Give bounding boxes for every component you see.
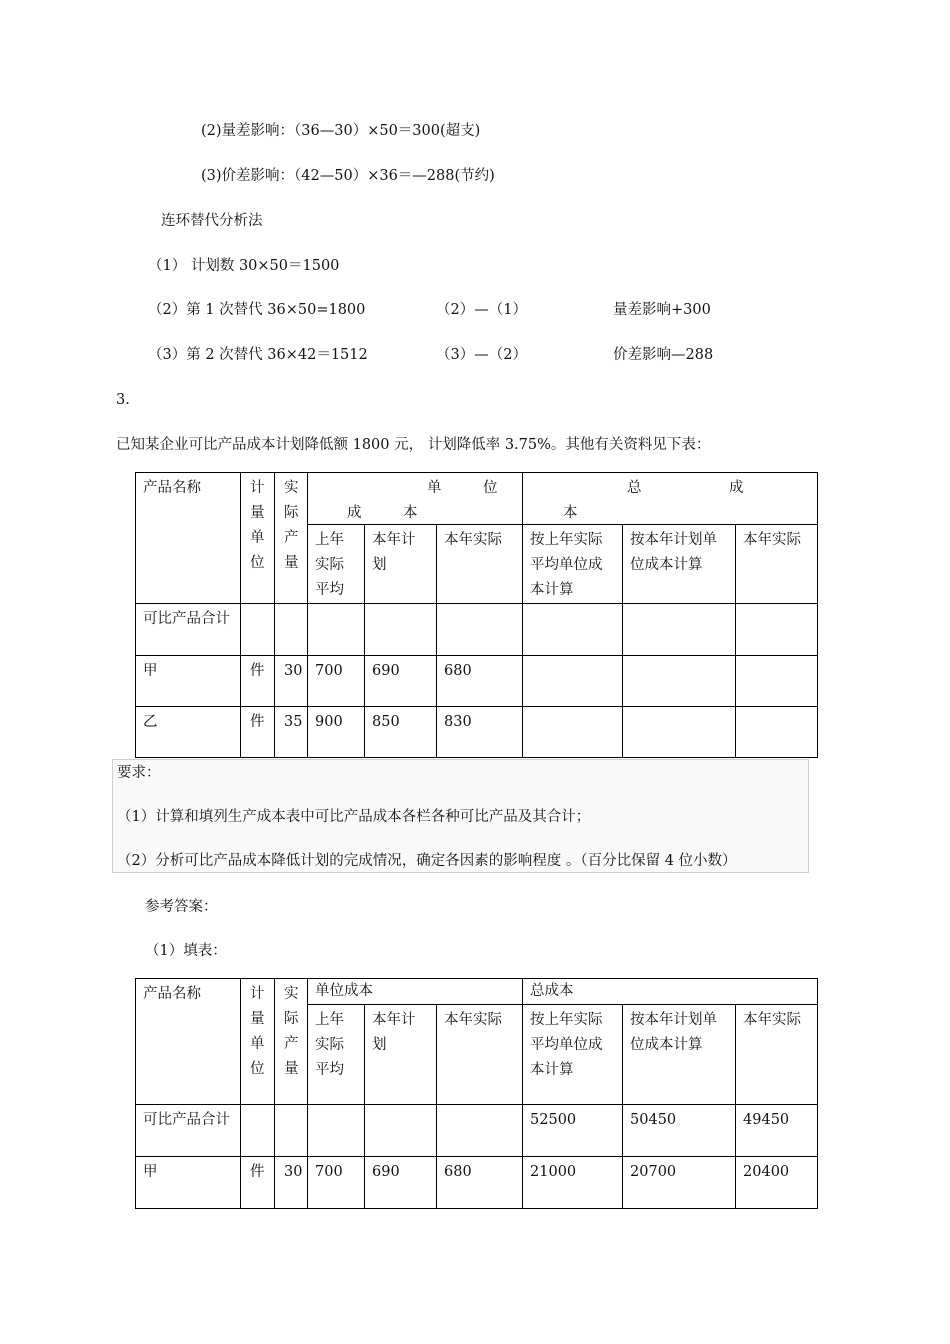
cell-c2 — [365, 604, 437, 656]
cell-c2 — [365, 1105, 437, 1157]
header-last-year-avg: 上年实际平均 — [308, 525, 365, 604]
cell-name: 甲 — [136, 1157, 241, 1209]
cell-c3: 830 — [437, 707, 523, 758]
table-row — [136, 1157, 818, 1209]
header-total-actual: 本年实际 — [736, 525, 818, 604]
requirements-box — [112, 759, 809, 873]
table-row — [136, 1105, 818, 1157]
requirement-1: （1）计算和填列生产成本表中可比产品成本各栏各种可比产品及其合计； — [117, 809, 591, 825]
cell-qty: 35 — [275, 707, 308, 758]
cell-c5: 50450 — [623, 1105, 736, 1157]
cell-c2: 850 — [365, 707, 437, 758]
cell-c6 — [736, 604, 818, 656]
cell-c3 — [437, 604, 523, 656]
header-unit-cost-char-3: 成 — [347, 505, 362, 521]
cost-table-1 — [135, 472, 818, 758]
header-quantity: 实际产量 — [275, 473, 308, 604]
cell-c1 — [308, 1105, 365, 1157]
cell-qty: 30 — [275, 656, 308, 707]
substitution-2-text: （3）第 2 次替代 36×42＝1512 — [148, 347, 368, 363]
cell-c5 — [623, 656, 736, 707]
header-this-year-actual: 本年实际 — [437, 525, 523, 604]
cell-c4 — [523, 656, 623, 707]
header-total-by-last-year: 按上年实际平均单位成本计算 — [523, 525, 623, 604]
cell-unit: 件 — [241, 1157, 275, 1209]
cell-c6: 20400 — [736, 1157, 818, 1209]
header-unit-cost-char-2: 位 — [483, 480, 498, 496]
header-unit-cost-char-4: 本 — [403, 505, 418, 521]
header-this-year-plan: 本年计划 — [365, 525, 437, 604]
header-total-cost: 总成本 — [523, 979, 818, 1005]
cell-c3: 680 — [437, 656, 523, 707]
cell-c2: 690 — [365, 1157, 437, 1209]
cost-table-2 — [135, 978, 818, 1209]
question-number: 3. — [116, 392, 130, 408]
cell-qty — [275, 604, 308, 656]
cell-c3: 680 — [437, 1157, 523, 1209]
header-this-year-actual: 本年实际 — [437, 1005, 523, 1105]
cell-c3 — [437, 1105, 523, 1157]
cell-c6 — [736, 656, 818, 707]
answer-fill-table: （1）填表： — [145, 943, 227, 959]
chain-substitution-heading: 连环替代分析法 — [161, 213, 263, 229]
cell-c5 — [623, 604, 736, 656]
header-total-by-last-year: 按上年实际平均单位成本计算 — [523, 1005, 623, 1105]
cell-name: 甲 — [136, 656, 241, 707]
header-quantity: 实际产量 — [275, 979, 308, 1105]
table-row — [136, 656, 818, 707]
header-last-year-avg: 上年实际平均 — [308, 1005, 365, 1105]
cell-c4: 52500 — [523, 1105, 623, 1157]
header-this-year-plan: 本年计划 — [365, 1005, 437, 1105]
cell-qty: 30 — [275, 1157, 308, 1209]
header-unit: 计量单位 — [241, 473, 275, 604]
cell-c5: 20700 — [623, 1157, 736, 1209]
requirement-2: （2）分析可比产品成本降低计划的完成情况，确定各因素的影响程度 。（百分比保留 4 位小数） — [117, 853, 737, 869]
substitution-1-diff: （2）—（1） — [436, 302, 527, 318]
cell-c1: 700 — [308, 1157, 365, 1209]
cell-qty — [275, 1105, 308, 1157]
header-total-by-plan: 按本年计划单位成本计算 — [623, 525, 736, 604]
header-unit-cost: 单位成本 — [308, 979, 523, 1005]
substitution-1-text: （2）第 1 次替代 36×50=1800 — [148, 302, 366, 318]
cell-c4 — [523, 604, 623, 656]
header-total-cost-char-2: 成 — [729, 480, 744, 496]
answer-title: 参考答案： — [145, 899, 218, 915]
cell-c1 — [308, 604, 365, 656]
cell-name: 乙 — [136, 707, 241, 758]
cell-c6: 49450 — [736, 1105, 818, 1157]
header-unit-cost-char-1: 单 — [427, 480, 442, 496]
header-unit-cost — [308, 473, 523, 525]
substitution-2-diff: （3）—（2） — [436, 347, 527, 363]
table-row — [136, 604, 818, 656]
header-total-actual: 本年实际 — [736, 1005, 818, 1105]
cell-name: 可比产品合计 — [136, 1105, 241, 1157]
substitution-1-effect: 量差影响+300 — [613, 302, 711, 318]
substitution-2-effect: 价差影响—288 — [613, 347, 714, 363]
header-unit: 计量单位 — [241, 979, 275, 1105]
quantity-variance-line: (2)量差影响：（36—30）×50＝300(超支) — [201, 123, 481, 139]
cell-c4 — [523, 707, 623, 758]
header-total-cost-char-1: 总 — [627, 480, 642, 496]
header-product-name: 产品名称 — [136, 473, 241, 604]
price-variance-line: (3)价差影响：（42—50）×36＝—288(节约) — [201, 168, 495, 184]
requirements-title: 要求： — [117, 765, 161, 781]
cell-unit — [241, 604, 275, 656]
cell-unit — [241, 1105, 275, 1157]
cell-c6 — [736, 707, 818, 758]
cell-unit: 件 — [241, 656, 275, 707]
question-statement: 已知某企业可比产品成本计划降低额 1800 元， 计划降低率 3.75%。其他有关资料见下表： — [116, 437, 711, 453]
cell-c1: 900 — [308, 707, 365, 758]
cell-c5 — [623, 707, 736, 758]
header-product-name: 产品名称 — [136, 979, 241, 1105]
header-total-cost — [523, 473, 818, 525]
cell-unit: 件 — [241, 707, 275, 758]
cell-name: 可比产品合计 — [136, 604, 241, 656]
plan-number-line: （1） 计划数 30×50＝1500 — [148, 258, 340, 274]
cell-c2: 690 — [365, 656, 437, 707]
cell-c1: 700 — [308, 656, 365, 707]
cell-c4: 21000 — [523, 1157, 623, 1209]
table-row — [136, 707, 818, 758]
header-total-cost-char-3: 本 — [563, 505, 578, 521]
header-total-by-plan: 按本年计划单位成本计算 — [623, 1005, 736, 1105]
